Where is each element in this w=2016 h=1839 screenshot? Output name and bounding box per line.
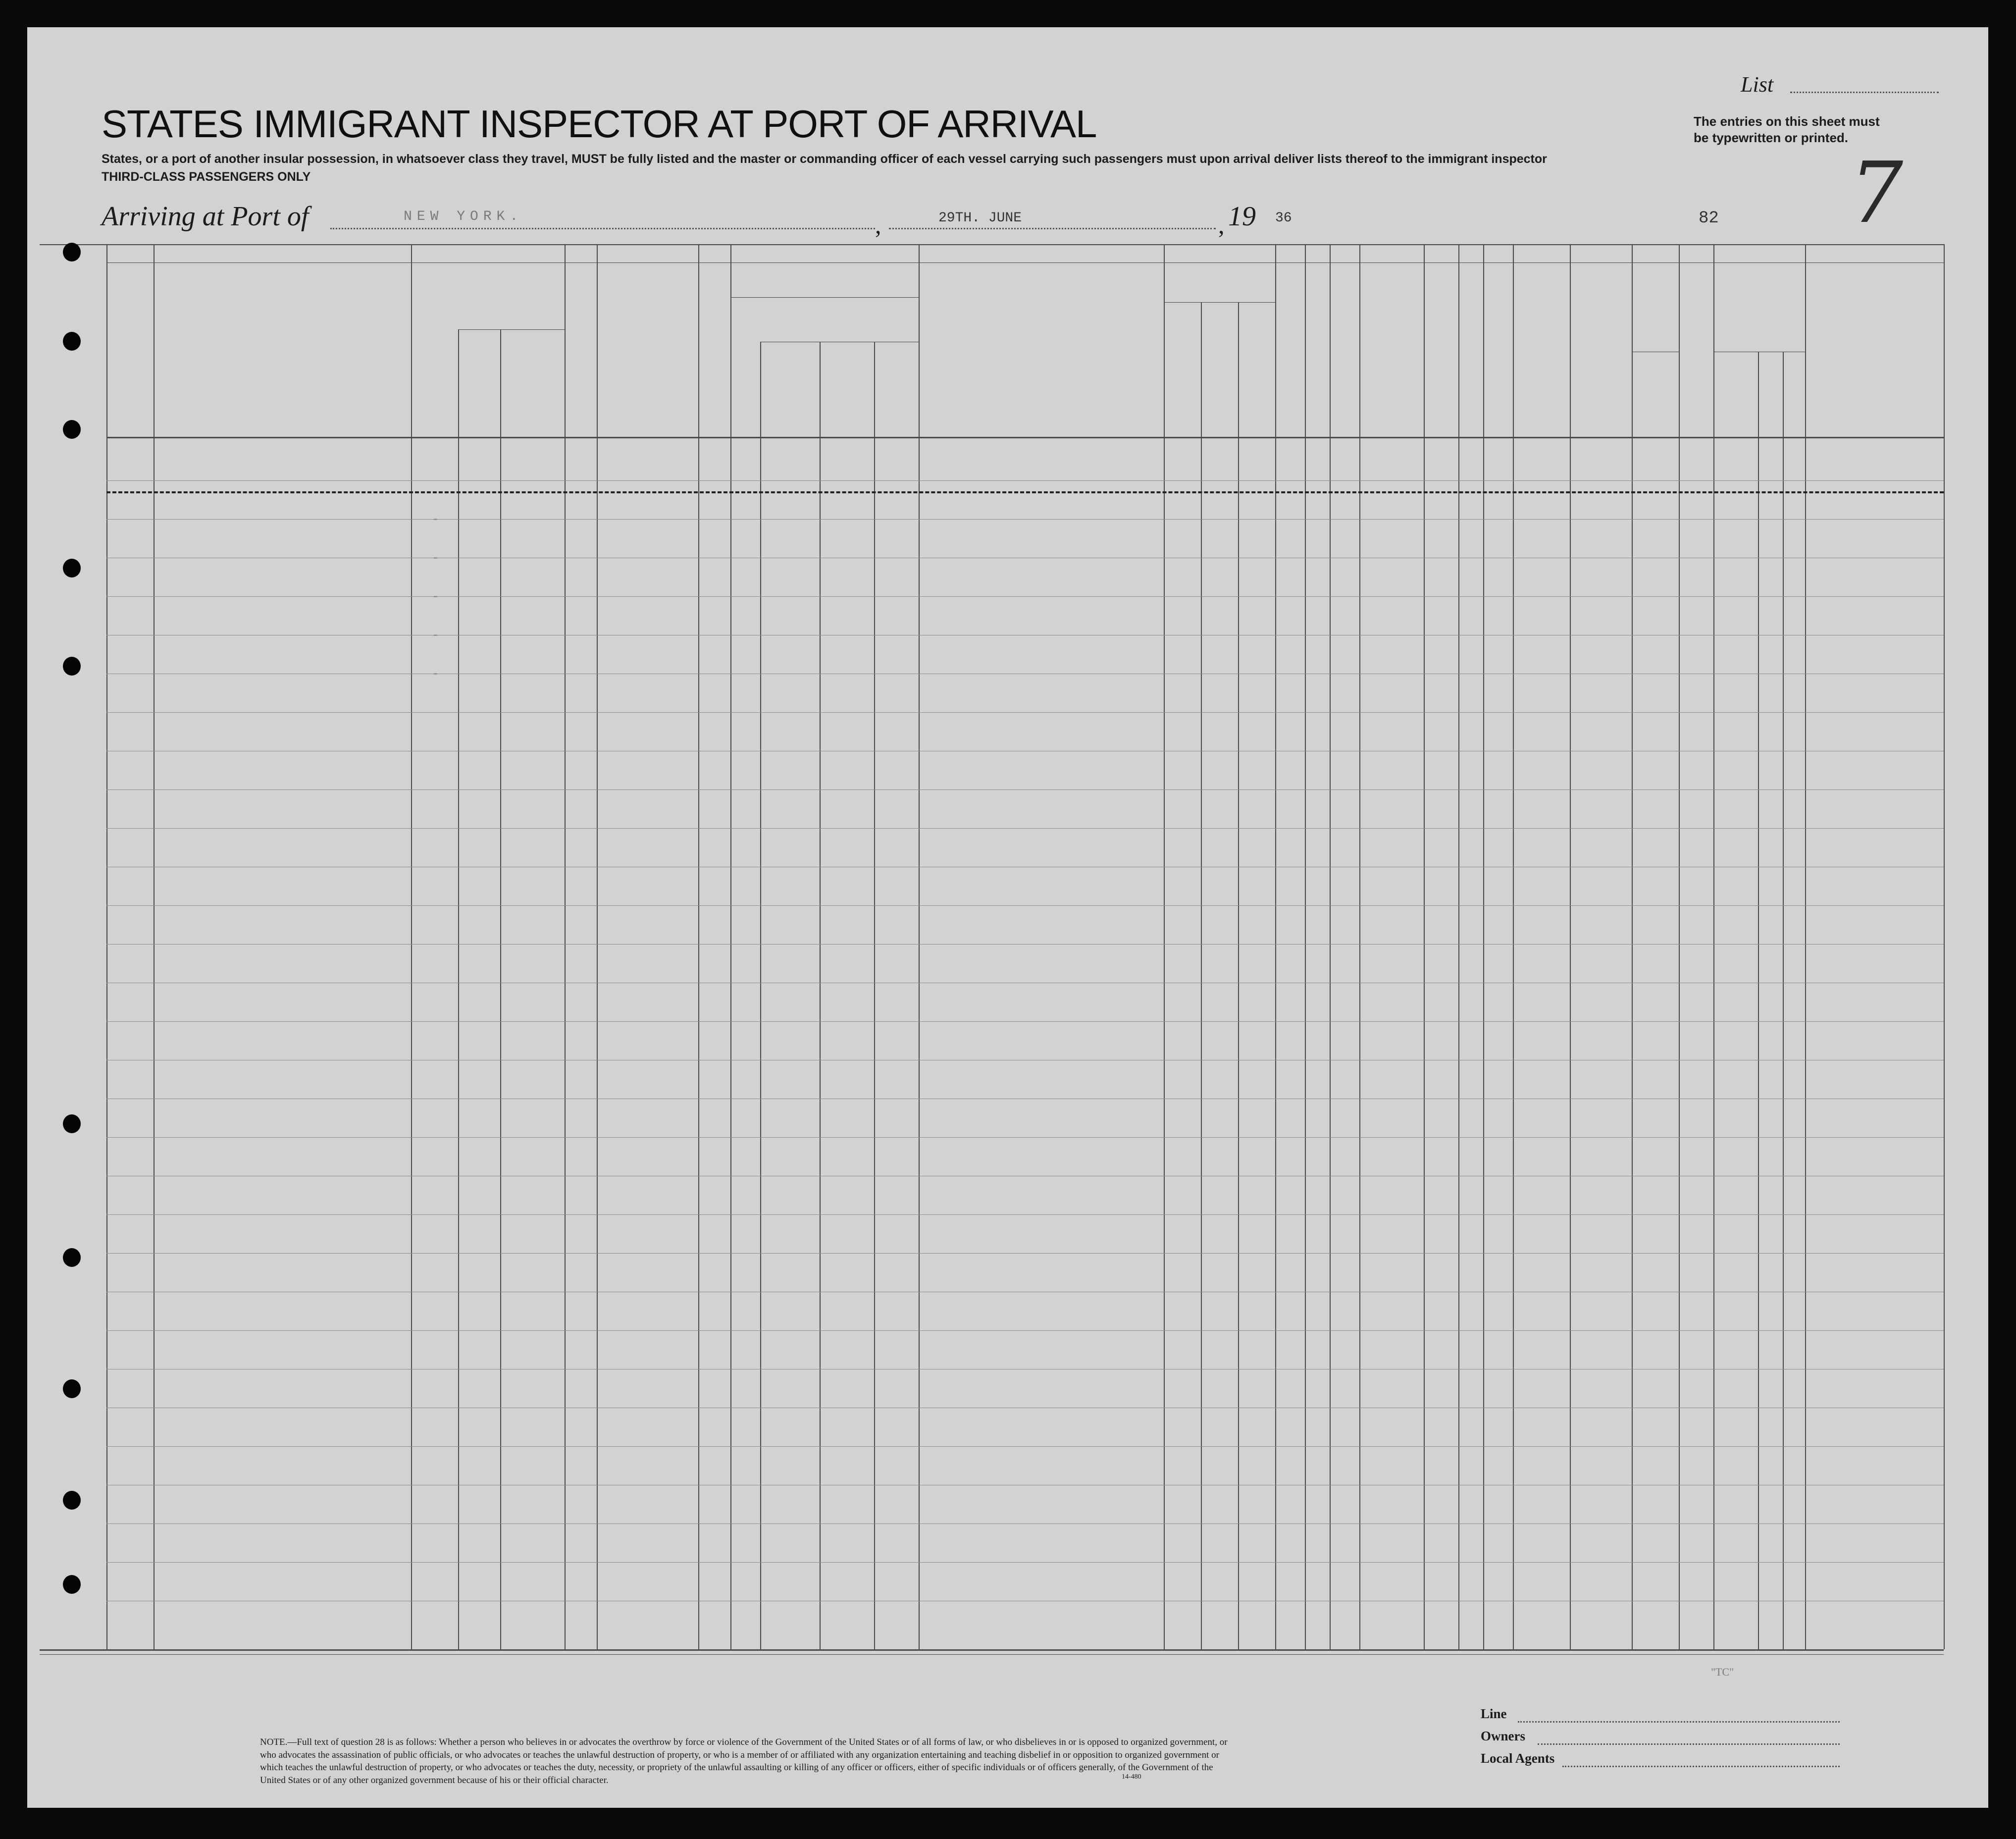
column-divider — [597, 244, 598, 1649]
subcolumn-divider — [760, 342, 761, 1649]
column-divider — [1359, 244, 1360, 1649]
table-top-rule — [40, 244, 1944, 245]
passenger-class: THIRD-CLASS PASSENGERS ONLY — [102, 170, 311, 184]
list-label: List — [1741, 72, 1774, 97]
row-line — [106, 828, 1944, 829]
column-divider — [730, 244, 731, 1649]
binder-hole — [63, 332, 81, 351]
dashed-row-line — [106, 491, 1944, 493]
column-divider — [1483, 244, 1484, 1649]
subcolumn-divider — [1632, 347, 1633, 1649]
binder-hole — [63, 1379, 81, 1398]
binder-hole — [63, 1575, 81, 1594]
row-line — [106, 1137, 1944, 1138]
subcolumn-divider — [874, 342, 875, 1649]
row-line — [106, 789, 1944, 790]
instructions-line1: The entries on this sheet must — [1694, 114, 1880, 129]
foreign-country-dash: - — [432, 512, 440, 526]
subcolumn-divider — [1783, 352, 1784, 1649]
column-divider — [1805, 244, 1806, 1649]
column-divider — [1164, 244, 1165, 1649]
manifest-sheet — [27, 27, 1988, 1808]
footer-note: NOTE.—Full text of question 28 is as follows: Whether a person who believes in or advocates the overthrow by force or violence of the Government of the United States or of all forms of law, or who disbelieves in or is opposed to organized government, or who advocates the assassination of public officials, or who advocates or teaches the unlawful destruction of property, or who is a member of or affiliated with any organization entertaining and teaching disbelief in or opposition to organized government or which teaches the unlawful destruction of property, or who advocates or teaches the duty, necessity, or propriety of the unlawful assaulting or killing of any officer or officers, either of specific individuals or of officers generally, of the Government of the United States or of any other organized government because of his or their official character. — [260, 1737, 1228, 1786]
column-divider — [1570, 244, 1571, 1649]
list-number: 82 — [1699, 209, 1719, 228]
foreign-country-dash: - — [432, 628, 440, 642]
column-divider — [698, 244, 699, 1649]
year-prefix: 19 — [1228, 201, 1256, 232]
tc-mark: "TC" — [1711, 1666, 1734, 1678]
column-divider — [1424, 244, 1425, 1649]
column-divider — [1458, 244, 1459, 1649]
subcolumn-divider — [1201, 302, 1202, 1649]
binder-hole — [63, 559, 81, 578]
binder-hole — [63, 420, 81, 439]
column-divider — [1330, 244, 1331, 1649]
row-line — [106, 905, 1944, 906]
row-line — [106, 1330, 1944, 1331]
subcolumn-divider — [1238, 302, 1239, 1649]
binder-hole — [63, 1491, 81, 1510]
owners-label: Owners — [1481, 1729, 1525, 1743]
row-line — [106, 1253, 1944, 1254]
subheader-rule — [1164, 302, 1275, 303]
header-bottom-rule — [106, 437, 1944, 438]
row-line — [106, 712, 1944, 713]
subcolumn-divider — [458, 329, 459, 1649]
column-divider — [919, 244, 920, 1649]
owners-dotline — [1538, 1743, 1840, 1745]
instructions-line2: be typewritten or printed. — [1694, 130, 1849, 145]
subcolumn-divider — [500, 329, 501, 1649]
column-divider — [1275, 244, 1276, 1649]
column-divider — [1679, 244, 1680, 1649]
table-bottom-rule — [40, 1649, 1944, 1651]
row-line — [106, 596, 1944, 597]
column-divider — [1944, 244, 1945, 1649]
sheet-number: 7 — [1850, 144, 1904, 242]
binder-hole — [63, 657, 81, 676]
footer-rule — [40, 1654, 1944, 1655]
agents-dotline — [1562, 1766, 1840, 1767]
line-label: Line — [1481, 1706, 1507, 1721]
subheader-rule — [730, 297, 919, 298]
column-divider — [1305, 244, 1306, 1649]
row-line — [106, 1021, 1944, 1022]
row-line — [106, 944, 1944, 945]
row-line — [106, 480, 1944, 481]
form-title: STATES IMMIGRANT INSPECTOR AT PORT OF ARRIVAL — [102, 102, 1097, 146]
binder-hole — [63, 1114, 81, 1133]
foreign-country-dash: - — [432, 589, 440, 604]
subcolumn-divider — [820, 342, 821, 1649]
column-divider — [154, 244, 155, 1649]
subcolumn-divider — [1758, 352, 1759, 1649]
row-line — [106, 1214, 1944, 1215]
comma-1: , — [875, 211, 881, 239]
column-divider — [1713, 244, 1714, 1649]
row-line — [106, 519, 1944, 520]
binder-hole — [63, 1248, 81, 1267]
line-dotline — [1518, 1721, 1840, 1723]
foreign-country-dash: - — [432, 551, 440, 565]
row-line — [106, 1562, 1944, 1563]
row-line — [106, 1446, 1944, 1447]
binder-hole — [63, 243, 81, 262]
form-subtitle: States, or a port of another insular possession, in whatsoever class they travel, MUST be fully listed and the master or commanding officer of each vessel carrying such passengers must upon arrival deliver lists thereof to the immigrant inspector — [102, 152, 1547, 166]
date-value: 29TH. JUNE — [938, 210, 1022, 226]
footer-form-code: 14-480 — [1122, 1773, 1141, 1781]
column-divider — [565, 244, 566, 1649]
port-label: Arriving at Port of — [102, 201, 309, 232]
column-divider — [411, 244, 412, 1649]
comma-2: , — [1218, 211, 1225, 239]
column-divider — [106, 244, 107, 1649]
year-suffix: 36 — [1275, 210, 1292, 226]
column-divider — [1513, 244, 1514, 1649]
agents-label: Local Agents — [1481, 1751, 1555, 1766]
foreign-country-dash: - — [432, 667, 440, 681]
port-value: NEW YORK. — [404, 209, 523, 224]
subheader-rule — [458, 329, 565, 330]
manifest-grid — [27, 27, 1988, 1808]
